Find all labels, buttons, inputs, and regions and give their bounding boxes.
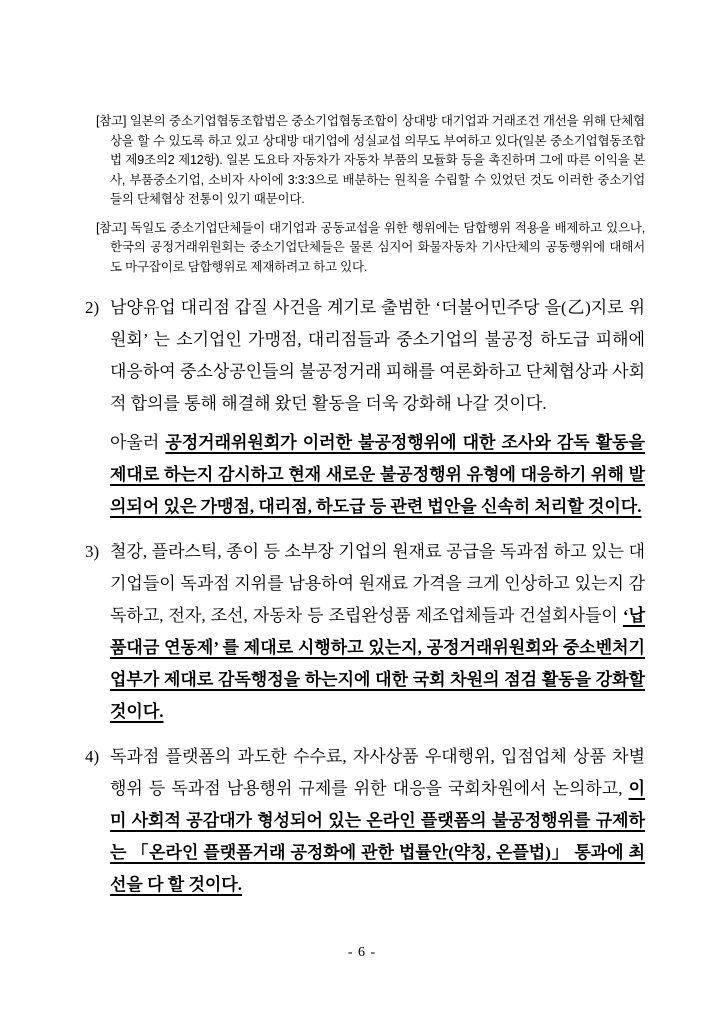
paragraph-lead: 아울러 bbox=[110, 433, 166, 452]
paragraph-lead: 독과점 플랫폼의 과도한 수수료, 자사상품 우대행위, 입점업체 상품 차별행위 등 독과점 남용행위 규제를 위한 대응을 국회차원에서 논의하고, bbox=[110, 747, 645, 798]
item-paragraph bbox=[110, 536, 645, 728]
reference-note-japan bbox=[96, 112, 645, 210]
paragraph-emphasis: 공정거래위원회가 이러한 불공정행위에 대한 조사와 감독 활동을 제대로 하는지 감시하고 현재 새로운 불공정행위 유형에 대응하기 위해 발의되어 있은 가맹점, 대리점, 하도급 등 관련 법안을 신속히 처리할 것이다. bbox=[110, 433, 645, 516]
list-item-4 bbox=[85, 741, 645, 901]
item-paragraph bbox=[110, 292, 645, 420]
note-marker: [참고] bbox=[96, 114, 127, 128]
item-paragraph bbox=[110, 741, 645, 901]
reference-notes bbox=[85, 112, 645, 277]
list-item-3 bbox=[85, 536, 645, 728]
paragraph-text: 남양유업 대리점 갑질 사건을 계기로 출범한 ‘더불어민주당 을(乙)지로 위원회’ 는 소기업인 가맹점, 대리점들과 중소기업의 불공정 하도급 피해에 대응하여 중소상공인들의 불공정거래 피해를 여론화하고 단체협상과 사회적 합의를 통해 해결해 왔던 활동을 더욱 강화해 나갈 것이다. bbox=[110, 298, 645, 413]
list-item-2 bbox=[85, 292, 645, 523]
item-number: 2) bbox=[85, 298, 100, 317]
item-number: 4) bbox=[85, 747, 100, 766]
item-number: 3) bbox=[85, 542, 100, 561]
paragraph-emphasis: 이미 사회적 공감대가 형성되어 있는 온라인 플랫폼의 불공정행위를 규제하는 「온라인 플랫폼거래 공정화에 관한 법률안(약칭, 온플법)」 통과에 최선을 다 할 것이다. bbox=[110, 779, 645, 894]
paragraph-emphasis: ‘납품대금 연동제’ 를 제대로 시행하고 있는지, 공정거래위원회와 중소벤처기업부가 제대로 감독행정을 하는지에 대한 국회 차원의 점검 활동을 강화할 것이다. bbox=[110, 606, 645, 721]
note-marker: [참고] bbox=[96, 220, 127, 235]
note-text: 독일도 중소기업단체들이 대기업과 공동교섭을 위한 행위에는 담합행위 적용을 배제하고 있으나, 한국의 공정거래위원회는 중소기업단체들은 물론 심지어 화물자동차 기사단체의 공동행위에 대해서도 마구잡이로 담합행위로 제재하려고 하고 있다. bbox=[110, 220, 645, 274]
reference-note-germany bbox=[96, 219, 645, 278]
note-text: 일본의 중소기업협동조합법은 중소기업협동조합이 상대방 대기업과 거래조건 개선을 위해 단체협상을 할 수 있도록 하고 있고 상대방 대기업에 성실교섭 의무도 부여하고 있다(일본 중소기업협동조합법 제9조의2 제12항). 일본 도요타 자동차가 자동차 부품의 모듈화 등을 촉진하며 그에 따른 이익을 본사, 부품중소기업, 소비자 사이에 3:3:3으로 배분하는 원칙을 수립할 수 있었던 것도 이러한 중소기업들의 단체협상 전통이 있기 때문이다. bbox=[110, 114, 646, 206]
page-number: - 6 - bbox=[347, 945, 377, 960]
item-paragraph bbox=[110, 427, 645, 523]
numbered-items bbox=[85, 292, 645, 901]
paragraph-lead: 철강, 플라스틱, 종이 등 소부장 기업의 원재료 공급을 독과점 하고 있는 대기업들이 독과점 지위를 남용하여 원재료 가격을 크게 인상하고 있는지 감독하고, 전자, 조선, 자동차 등 조립완성품 제조업체들과 건설회사들이 bbox=[110, 542, 645, 625]
